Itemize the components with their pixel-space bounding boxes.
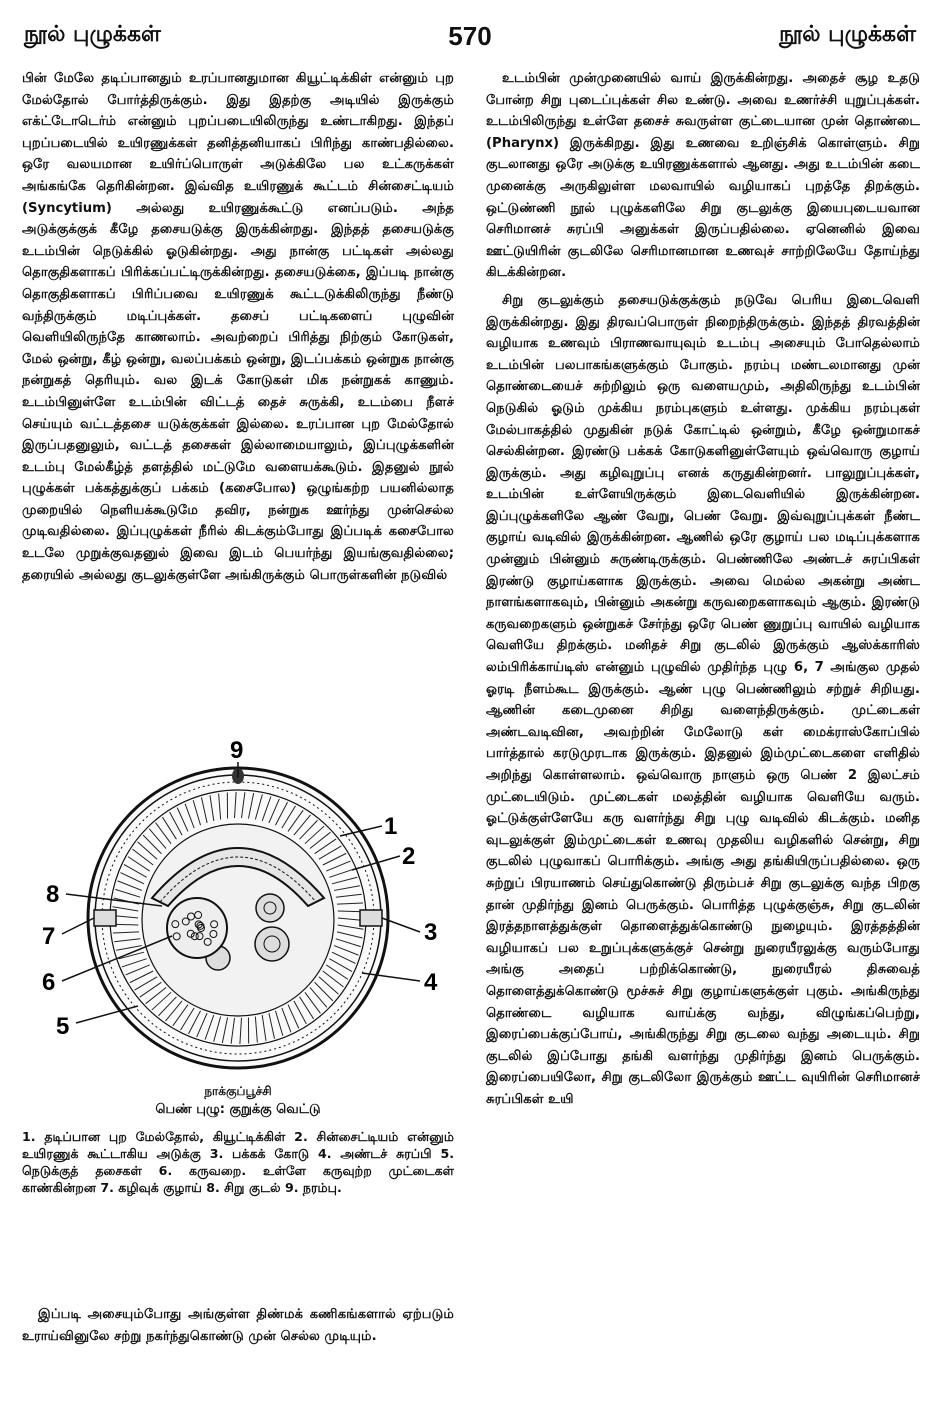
figure-cross-section (22, 738, 454, 1196)
figure-label: 6 (42, 969, 56, 996)
lateral-line-left (94, 910, 116, 926)
cross-section-diagram (22, 738, 454, 1078)
figure-label: 4 (424, 969, 438, 996)
figure-label: 1 (384, 813, 398, 840)
page-header (24, 14, 916, 58)
right-paragraph: உடம்பின் முன்முனையில் வாய் இருக்கின்றது. அதைச் சூழ உதடு போன்ற சிறு புடைப்புக்கள் சில உண்டு. அவை உணர்ச்சி யுறுப்புக்கள். உடம்பிலிருந்து உள்ளே தசைச் சுவருள்ள குட்டையான முன் தொண்டை (Pharynx) இருக்கிறது. இது உணவை உறிஞ்சிக் கொள்ளும். சிறு குடலானது ஒரே அடுக்கு உயிரணுக்களால் ஆனது. அது உடம்பின் கடை முனைக்கு அருகிலுள்ள மலவாயில் வழியாகப் புறத்தே திறக்கும். ஒட்டுண்ணி நூல் புழுக்களிலே சிறு குடலுக்கு இயைபுடையவான செரிமானச் சுரப்பி அனுக்கள் இருப்பதில்லை. ஏனெனில் இவை ஊட்டுயிரின் குடலிலே செரிமானமான உணவுச் சாற்றிலேயே தோய்ந்து கிடக்கின்றன. (486, 71, 920, 281)
figure-title: நாக்குப்பூச்சி (204, 1084, 272, 1098)
running-title-right: நூல் புழுக்கள் (779, 22, 916, 47)
left-paragraph: பின் மேலே தடிப்பானதும் உரப்பானதுமான கியூட்டிக்கிள் என்னும் புற மேல்தோல் போர்த்திருக்கும். இது இதற்கு அடியில் இருக்கும் எக்ட்டோடெர்ம் என்னும் புறப்படையிலிருந்து உண்டாகிறது. இந்தப் புறப்படையில் உயிரணுக்கள் தனித்தனியாகப் பிரிந்து காண்பதில்லை. ஒரே வலயமான உயிர்ப்பொருள் அடுக்கிலே பல உட்கருக்கள் அங்கங்கே தெரிகின்றன. இவ்வித உயிரணுக் கூட்டம் சின்சைட்டியம் (Syncytium) அல்லது உயிரணுக்கூட்டு எனப்படும். அந்த அடுக்குக்குக் கீழே தசையடுக்கு இருக்கின்றது. இந்தத் தசையடுக்கு உடம்பின் நெடுக்கில் ஓடுகின்றது. அது நான்கு பட்டிகள் அல்லது தொகுதிகளாகப் பிரிக்கப்பட்டிருக்கின்றது. தசையடுக்கை, இப்படி நான்கு தொகுதிகளாகப் பிரிப்பவை உயிரணுக் கூட்டடுக்கிலிருந்து நீண்டு வந்திருக்கும் மடிப்புக்கள். தசைப் பட்டிகளைப் புழுவின் வெளியிலிருந்தே காணலாம். அவற்றைப் பிரித்து நிற்கும் கோடுகள், மேல் ஒன்று, கீழ் ஒன்று, வலப்பக்கம் ஒன்று, இடப்பக்கம் ஒன்றுக நான்கு நன்றுகத் தெரியும். வல இடக் கோடுகள் மிக நன்றுகக் காணும். உடம்பினுள்ளே உடம்பின் விட்டத் தைச் சுருக்கி, உடம்பை நீளச் செய்யும் வட்டத்தசை யடுக்குக்கள் இல்லை. உரப்பான புற மேல்தோல் இருப்பதனுலும், வட்டத் தசைகள் இல்லாமையாலும், இப்புழுக்களின் உடம்பு மேல்கீழ்த் தளத்தில் மட்டுமே வளையக்கூடும். இதனுல் நூல் புழுக்கள் பக்கத்துக்குப் பக்கம் (கசைபோல) ஒழுங்கற்ற பயனில்லாத முறையில் நெளியக்கூடுமே தவிர, நன்றுக ஊர்ந்து முன்செல்ல முடிவதில்லை. இப்புழுக்கள் நீரில் கிடக்கும்போது இப்படிக் கசைபோல உடலே முறுக்குவதனுல் இவை இடம் பெயர்ந்து இயங்குவதில்லை; தரையில் அல்லது குடலுக்குள்ளே அங்கிருக்கும் பொருள்களின் நடுவில் (22, 71, 454, 583)
figure-subtitle: பெண் புழு: குறுக்கு வெட்டு (155, 1102, 321, 1117)
left-closing-text (22, 1304, 454, 1347)
figure-label: 7 (42, 923, 56, 950)
figure-label: 8 (46, 881, 60, 908)
ovary-section (255, 927, 289, 961)
page-number: 570 (448, 20, 492, 51)
figure-label: 2 (402, 843, 416, 870)
left-closing-paragraph: இப்படி அசையும்போது அங்குள்ள திண்மக் கணிகங்களால் ஏற்படும் உராய்வினுலே சற்று நகர்ந்துகொண்டு முன் செல்ல முடியும். (22, 1307, 454, 1344)
running-title-left: நூல் புழுக்கள் (24, 22, 161, 47)
lateral-line-right (360, 910, 382, 926)
left-column (22, 68, 454, 592)
figure-caption: 1. தடிப்பான புற மேல்தோல், கியூட்டிக்கிள் 2. சின்சைட்டியம் என்னும் உயிரணுக் கூட்டாகிய அடுக்கு 3. பக்கக் கோடு 4. அண்டச் சுரப்பி 5. நெடுக்குத் தசைகள் 6. கருவறை. உள்ளே கருவுற்ற முட்டைகள் காண்கின்றன 7. கழிவுக் குழாய் 8. சிறு குடல் 9. நரம்பு. (22, 1129, 454, 1195)
figure-label: 5 (56, 1013, 70, 1040)
figure-label: 3 (424, 919, 438, 946)
figure-label: 9 (230, 738, 244, 764)
right-paragraph: சிறு குடலுக்கும் தசையடுக்குக்கும் நடுவே பெரிய இடைவெளி இருக்கின்றது. இது திரவப்பொருள் நிறைந்திருக்கும். இந்தத் திரவத்தின் வழியாக உணவும் பிராணவாயுவும் உடம்பு அசையும் போதெல்லாம் உடம்பின் பலபாகங்களுக்கும் போகும். நரம்பு மண்டலமானது முன் தொண்டையைச் சுற்றிலும் ஒரு வளையமும், அதிலிருந்து உடம்பின் நெடுகில் ஓடும் முக்கிய நரம்புகளும் உள்ளது. முக்கிய நரம்புகள் மேல்பாகத்தில் முதுகின் நடுக் கோட்டில் ஒன்றும், கீழே ஒன்றுமாகச் செல்கின்றன. இரண்டு பக்கக் கோடுகளினுள்ளேயும் ஒவ்வொரு குழாய் இருக்கும். அது கழிவுறுப்பு எனக் கருதுகின்றனர். பாலுறுப்புக்கள், உடம்பின் உள்ளேயிருக்கும் இடைவெளியில் இருக்கின்றன. இப்புழுக்களிலே ஆண் வேறு, பெண் வேறு. இவ்வுறுப்புக்கள் நீண்ட குழாய் வடிவில் இருக்கின்றன. ஆணில் ஒரே குழாய் பல மடிப்புக்களாக முன்னும் பின்னும் சுருண்டிருக்கும். பெண்ணிலே அண்டச் சுரப்பிகள் இரண்டு குழாய்களாக இருக்கும். அவை மெல்ல அகன்று அண்ட நாளங்களாகவும், பின்னும் அகன்று கருவறைகளாகவும் ஆகும். இரண்டு கருவறைகளும் ஒன்றுகச் சேர்ந்து ஒரே பெண் ணுறுப்பு வாயில் வழியாக வெளியே திறக்கும். மனிதச் சிறு குடலில் இருக்கும் ஆஸ்க்காரிஸ் லம்பிரிக்காய்டிஸ் என்னும் புழுவில் முதிர்ந்த புழு 6, 7 அங்குல முதல் ஓரடி நீளம்கூட இருக்கும். ஆண் புழு பெண்ணிலும் சற்றுச் சிறியது. ஆணின் கடைமுனை சிறிது வளைந்திருக்கும். முட்டைகள் அண்டவடிவின, அவற்றின் மேலோடு கள் மைக்ராஸ்கோப்பில் பார்த்தால் கரடுமுரடாக இருக்கும். இதனுல் இம்முட்டைகளை எளிதில் அறிந்து கொள்ளலாம். ஒவ்வொரு நாளும் ஒரு பெண் 2 இலட்சம் முட்டையிடும். முட்டைகள் மலத்தின் வழியாக வெளியே வரும். ஓட்டுக்குள்ளேயே கரு வளர்ந்து சிறு புழு வடிவில் கிடக்கும். மனித வுடலுக்குள் இம்முட்டைகள் உணவு முதலிய வழிகளில் சென்று, சிறு குடலில் புழுவாகப் பொரிக்கும். அங்கு அது தங்கியிருப்பதில்லை. ஒரு சுற்றுப் பிரயாணம் செய்துகொண்டு திரும்பச் சிறு குடலுக்கு வந்த பிறகு தான் முதிர்ந்து இனம் பெருக்கும். பொரித்த புழுக்குஞ்சு, சிறு குடலின் இரத்தநாளத்துக்குள் தொளைத்துக்கொண்டு நுழையும். இரத்தத்தின் வழியாகப் பல உறுப்புக்களுக்குச் சென்று நுரையீரலுக்கு வரும்போது அங்கு அதைப் பற்றிக்கொண்டு, நுரையீரல் திசுவைத் தொளைத்துக்கொண்டு மூச்சுச் சிறு குழாய்களுக்குள் புகும். அங்கிருந்து தொண்டை வழியாக வாய்க்கு வந்து, விழுங்கப்பெற்று, இரைப்பைக்குப்போய், அங்கிருந்து சிறு குடலை வந்து அடையும். சிறு குடலில் இப்போது தங்கி வளர்ந்து முதிர்ந்து இனம் பெருக்கும். இரைப்பையிலோ, சிறு குடலிலோ இருக்கும் ஊட்ட வுயிரின் செரிமானச் சுரப்பிகள் உயி (486, 292, 920, 1107)
right-column (486, 68, 920, 1117)
ovary-section (256, 894, 284, 922)
